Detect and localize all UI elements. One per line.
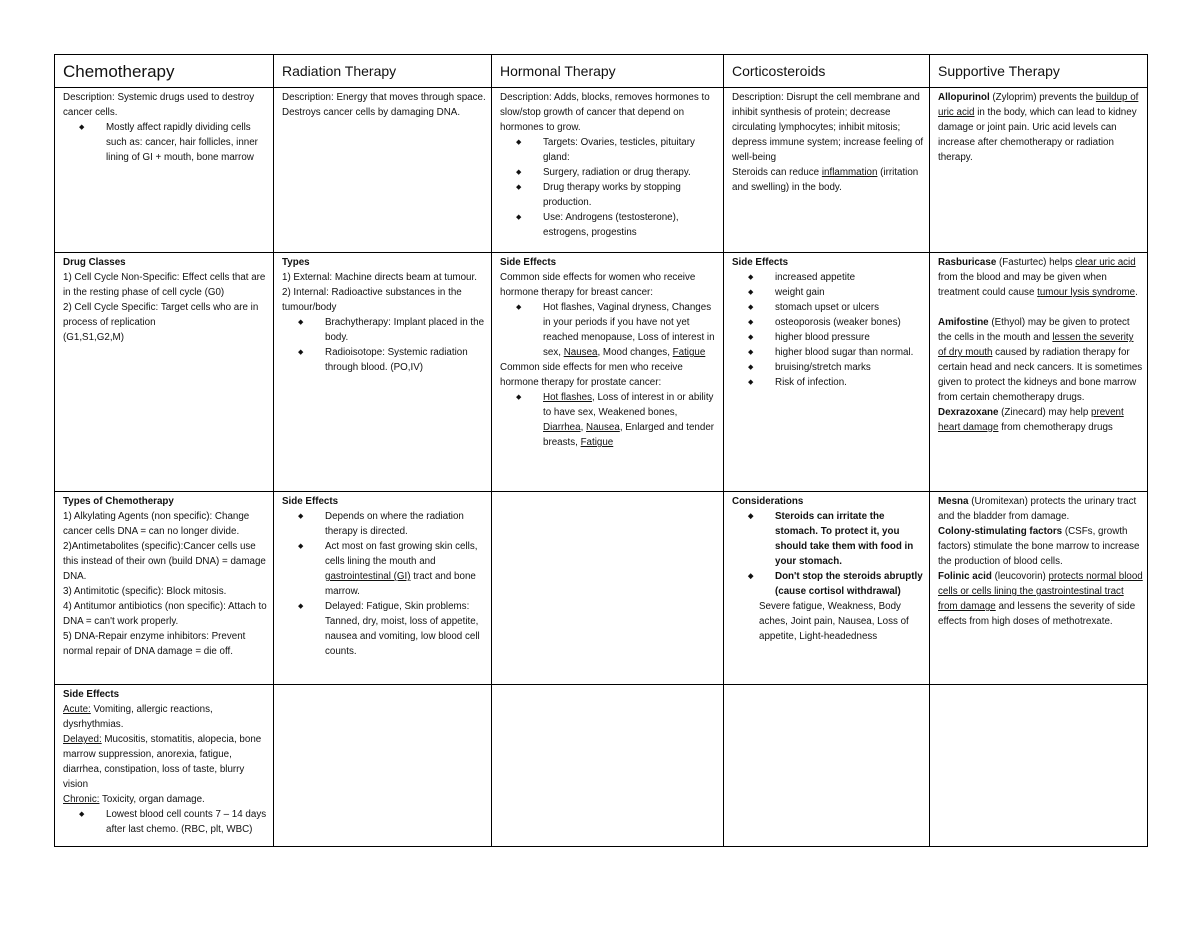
empty-cell — [492, 685, 724, 847]
allopurinol-note — [938, 90, 1143, 165]
radiation-se-title: Side Effects — [282, 496, 339, 507]
supportive-rasburicase-cell — [930, 253, 1148, 492]
chemo-class-3: (G1,S1,G2,M) — [63, 332, 124, 343]
list-item: ◆ Radioisotope: Systemic radiation through blood. (PO,IV) — [325, 345, 487, 375]
text-span: Vomiting, allergic reactions, dysrhythmias. — [63, 704, 213, 730]
chemo-se-delayed — [63, 732, 269, 792]
radiation-types-list — [282, 315, 487, 375]
radiation-types-title: Types — [282, 257, 310, 268]
row-classes — [55, 253, 1148, 492]
chemo-type-3: 3) Antimitotic (specific): Block mitosis. — [63, 586, 227, 597]
cortico-cons-title: Considerations — [732, 496, 804, 507]
text-span: in the body, which can lead to kidney damage or joint pain. Uric acid levels can increase after chemotherapy or radiation therapy. — [938, 107, 1137, 163]
cortico-cons-text: Severe fatigue, Weakness, Body aches, Joint pain, Nausea, Loss of appetite, Light-headedness — [759, 601, 909, 642]
chemo-type-2: 2)Antimetabolites (specific):Cancer cells use this instead of their own (build DNA) = damage DNA. — [63, 541, 266, 582]
cortico-side-effects-cell — [724, 253, 930, 492]
chemo-se-title: Side Effects — [63, 689, 120, 700]
clear-uric-acid-link: clear uric acid — [1075, 257, 1136, 268]
header-chemotherapy: Chemotherapy — [55, 55, 274, 88]
nausea-link: Nausea — [586, 422, 620, 433]
radiation-side-effects-cell — [274, 492, 492, 685]
chemo-type-1: 1) Alkylating Agents (non specific): Change cancer cells DNA = can no longer divide. — [63, 511, 250, 537]
text-span: , — [580, 422, 587, 433]
header-radiation-therapy: Radiation Therapy — [274, 55, 492, 88]
cortico-description-cell — [724, 88, 930, 253]
radiation-se-list — [282, 509, 487, 659]
text-span: Act most on fast growing skin cells, cells lining the mouth and — [325, 541, 478, 567]
chemo-se-acute — [63, 702, 269, 732]
list-item — [543, 300, 719, 360]
header-corticosteroids: Corticosteroids — [724, 55, 930, 88]
list-item: ◆ stomach upset or ulcers — [775, 300, 925, 315]
nausea-link: Nausea — [563, 347, 598, 358]
chemo-description: Description: Systemic drugs used to destroy cancer cells. — [63, 92, 255, 118]
row-types — [55, 492, 1148, 685]
protects-blood-link: protects normal blood cells or cells lining the gastrointestinal tract from damage — [938, 571, 1143, 612]
drug-name: Allopurinol — [938, 92, 990, 103]
chemo-classes-cell — [55, 253, 274, 492]
chemo-classes-title: Drug Classes — [63, 257, 126, 268]
radiation-types-cell — [274, 253, 492, 492]
text-span: (Zinecard) may help — [998, 407, 1092, 418]
cortico-inflammation-note — [732, 165, 925, 195]
list-item: ◆ osteoporosis (weaker bones) — [775, 315, 925, 330]
list-item: ◆ Don't stop the steroids abruptly (cause cortisol withdrawal) — [775, 569, 925, 599]
hormonal-se-men-list — [500, 390, 719, 450]
row-side-effects — [55, 685, 1148, 847]
chemo-side-effects-cell — [55, 685, 274, 847]
cortico-se-title: Side Effects — [732, 257, 789, 268]
cortico-description: Description: Disrupt the cell membrane and inhibit synthesis of protein; decrease circulating lymphocytes; inhibit mitosis; depress immune system; increase feeling of well-being — [732, 92, 924, 163]
list-item: ◆ Lowest blood cell counts 7 – 14 days after last chemo. (RBC, plt, WBC) — [106, 807, 269, 837]
chemo-description-cell — [55, 88, 274, 253]
list-item — [543, 390, 719, 450]
supportive-allopurinol-cell — [930, 88, 1148, 253]
text-span: (irritation and swelling) in the body. — [732, 167, 919, 193]
list-item: ◆ bruising/stretch marks — [775, 360, 925, 375]
hormonal-side-effects-cell — [492, 253, 724, 492]
row-description — [55, 88, 1148, 253]
cortico-cons-list — [732, 509, 925, 599]
list-item: ◆ Brachytherapy: Implant placed in the body. — [325, 315, 487, 345]
chemo-se-list — [63, 807, 269, 837]
fatigue-link: Fatigue — [580, 437, 614, 448]
acute-label: Acute: — [63, 704, 91, 715]
csf-note — [938, 524, 1143, 569]
drug-name: Amifostine — [938, 317, 989, 328]
folinic-note — [938, 569, 1143, 629]
hormonal-se-title: Side Effects — [500, 257, 557, 268]
list-item: ◆ Mostly affect rapidly dividing cells such as: cancer, hair follicles, inner lining of GI + mouth, bone marrow — [106, 120, 269, 165]
list-item — [325, 539, 487, 599]
rasburicase-note — [938, 255, 1143, 300]
chemo-type-4: 4) Antitumor antibiotics (non specific): Attach to DNA = can't work properly. — [63, 601, 267, 627]
text-span: (leucovorin) — [991, 571, 1049, 582]
text-span: Hot flashes, Vaginal dryness, Changes in your periods if you have not yet reached menopause, Loss of interest in sex, — [543, 302, 715, 358]
uric-acid-link: buildup of uric acid — [938, 92, 1139, 118]
header-supportive-therapy: Supportive Therapy — [930, 55, 1148, 88]
list-item: ◆ Risk of infection. — [775, 375, 925, 390]
diarrhea-link: Diarrhea — [543, 422, 581, 433]
dexrazoxane-note — [938, 405, 1143, 435]
tumour-lysis-link: tumour lysis syndrome — [1037, 287, 1136, 298]
list-item: ◆ Targets: Ovaries, testicles, pituitary gland: — [543, 135, 719, 165]
chemo-types-title: Types of Chemotherapy — [63, 496, 174, 507]
list-item: ◆ higher blood pressure — [775, 330, 925, 345]
radiation-description: Description: Energy that moves through space. Destroys cancer cells by damaging DNA. — [282, 92, 486, 118]
radiation-type-2: 2) Internal: Radioactive substances in the tumour/body — [282, 287, 462, 313]
list-item: ◆ Surgery, radiation or drug therapy. — [543, 165, 719, 180]
empty-cell — [930, 685, 1148, 847]
chemo-se-chronic — [63, 792, 269, 807]
hormonal-se-men: Common side effects for men who receive hormone therapy for prostate cancer: — [500, 362, 683, 388]
text-span: , Mood changes, — [597, 347, 673, 358]
hormonal-se-women: Common side effects for women who receive hormone therapy for breast cancer: — [500, 272, 696, 298]
chemo-class-2: 2) Cell Cycle Specific: Target cells who are in process of replication — [63, 302, 259, 328]
text-span: Mucositis, stomatitis, alopecia, bone marrow suppression, anorexia, fatigue, diarrhea, constipation, loss of taste, blurry vision — [63, 734, 262, 790]
text-span: Toxicity, organ damage. — [99, 794, 205, 805]
text-span: (CSFs, growth factors) stimulate the bone marrow to increase the production of blood cells. — [938, 526, 1140, 567]
radiation-type-1: 1) External: Machine directs beam at tumour. — [282, 272, 477, 283]
hormonal-description-list — [500, 135, 719, 240]
list-item: ◆ Delayed: Fatigue, Skin problems: Tanned, dry, moist, loss of appetite, nausea and vomiting, low blood cell counts. — [325, 599, 487, 659]
chemo-class-1: 1) Cell Cycle Non-Specific: Effect cells that are in the resting phase of cell cycle (G0) — [63, 272, 266, 298]
hormonal-empty-cell — [492, 492, 724, 685]
text-span: and lessens the severity of side effects from high doses of methotrexate. — [938, 601, 1136, 627]
text-span: from chemotherapy drugs — [998, 422, 1113, 433]
list-item: ◆ Steroids can irritate the stomach. To protect it, you should take them with food in your stomach. — [775, 509, 925, 569]
header-hormonal-therapy: Hormonal Therapy — [492, 55, 724, 88]
therapy-table — [54, 54, 1148, 847]
text-span: Steroids can reduce — [732, 167, 822, 178]
list-item: ◆ higher blood sugar than normal. — [775, 345, 925, 360]
chronic-label: Chronic: — [63, 794, 100, 805]
heart-damage-link: prevent heart damage — [938, 407, 1124, 433]
fatigue-link: Fatigue — [672, 347, 706, 358]
hormonal-description-cell — [492, 88, 724, 253]
hormonal-se-women-list — [500, 300, 719, 360]
text-span: caused by radiation therapy for certain head and neck cancers. It is sometimes given to protect the kidneys and bone marrow from certain chemotherapy drugs. — [938, 347, 1143, 403]
drug-name: Colony-stimulating factors — [938, 526, 1063, 537]
text-span: , Loss of interest in or ability to have sex, Weakened bones, — [543, 392, 714, 418]
chemo-type-5: 5) DNA-Repair enzyme inhibitors: Prevent normal repair of DNA damage = die off. — [63, 631, 246, 657]
text-span: (Ethyol) may be given to protect the cells in the mouth and — [938, 317, 1130, 343]
list-item: ◆ Depends on where the radiation therapy is directed. — [325, 509, 487, 539]
text-span: (Fasturtec) helps — [996, 257, 1076, 268]
delayed-label: Delayed: — [63, 734, 102, 745]
amifostine-note — [938, 315, 1143, 405]
text-span: from the blood and may be given when treatment could cause — [938, 272, 1107, 298]
text-span: (Zyloprim) prevents the — [989, 92, 1096, 103]
text-span: , Enlarged and tender breasts, — [543, 422, 715, 448]
text-span: tract and bone marrow. — [325, 571, 476, 597]
hormonal-description: Description: Adds, blocks, removes hormones to slow/stop growth of cancer that depend on hormones to grow. — [500, 92, 710, 133]
drug-name: Dexrazoxane — [938, 407, 999, 418]
text-span: . — [1135, 287, 1138, 298]
empty-cell — [724, 685, 930, 847]
empty-cell — [274, 685, 492, 847]
list-item: ◆ weight gain — [775, 285, 925, 300]
text-span: (Uromitexan) protects the urinary tract and the bladder from damage. — [938, 496, 1137, 522]
cortico-considerations-cell — [724, 492, 930, 685]
radiation-description-cell — [274, 88, 492, 253]
inflammation-link: inflammation — [821, 167, 878, 178]
drug-name: Rasburicase — [938, 257, 997, 268]
list-item: ◆ Use: Androgens (testosterone), estrogens, progestins — [543, 210, 719, 240]
cortico-se-list — [732, 270, 925, 390]
dry-mouth-link: lessen the severity of dry mouth — [938, 332, 1134, 358]
chemo-description-list — [63, 120, 269, 165]
list-item: ◆ increased appetite — [775, 270, 925, 285]
header-row — [55, 55, 1148, 88]
gi-link: gastrointestinal (GI) — [325, 571, 411, 582]
chemo-types-cell — [55, 492, 274, 685]
list-item: ◆ Drug therapy works by stopping production. — [543, 180, 719, 210]
hot-flashes-link: Hot flashes — [543, 392, 593, 403]
mesna-note — [938, 494, 1143, 524]
drug-name: Mesna — [938, 496, 969, 507]
supportive-mesna-cell — [930, 492, 1148, 685]
drug-name: Folinic acid — [938, 571, 992, 582]
